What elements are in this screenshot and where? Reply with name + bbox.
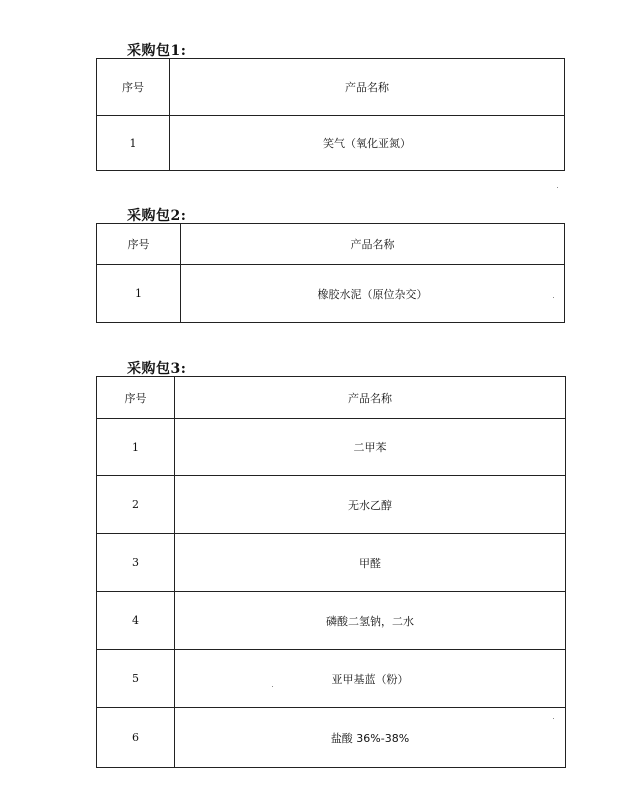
package-2-title: 采购包2: xyxy=(127,208,187,224)
row-product-name: 橡胶水泥（原位杂交） xyxy=(181,265,565,323)
row-index: 1 xyxy=(97,265,181,323)
scan-speck xyxy=(272,686,273,687)
table-header-row xyxy=(97,59,565,116)
header-product-name: 产品名称 xyxy=(175,377,566,419)
table-row xyxy=(97,708,566,768)
table-row xyxy=(97,534,566,592)
header-index: 序号 xyxy=(97,224,181,265)
scan-speck xyxy=(557,187,558,188)
table-row xyxy=(97,116,565,171)
row-index: 1 xyxy=(97,116,170,171)
scan-speck xyxy=(553,718,554,719)
scan-speck xyxy=(553,297,554,298)
table-header-row xyxy=(97,377,566,419)
row-index: 3 xyxy=(97,534,175,592)
header-product-name: 产品名称 xyxy=(181,224,565,265)
header-product-name: 产品名称 xyxy=(170,59,565,116)
row-product-name: 二甲苯 xyxy=(175,419,566,476)
table-row xyxy=(97,419,566,476)
row-index: 5 xyxy=(97,650,175,708)
row-product-name: 亚甲基蓝（粉） xyxy=(175,650,566,708)
package-1-table xyxy=(96,58,565,171)
row-index: 2 xyxy=(97,476,175,534)
row-product-name: 盐酸 36%-38% xyxy=(175,708,566,768)
table-row xyxy=(97,592,566,650)
table-header-row xyxy=(97,224,565,265)
header-index: 序号 xyxy=(97,377,175,419)
table-row xyxy=(97,265,565,323)
package-1-title: 采购包1: xyxy=(127,43,187,59)
row-index: 4 xyxy=(97,592,175,650)
row-product-name: 笑气（氧化亚氮） xyxy=(170,116,565,171)
header-index: 序号 xyxy=(97,59,170,116)
row-product-name: 甲醛 xyxy=(175,534,566,592)
row-index: 6 xyxy=(97,708,175,768)
package-3-title: 采购包3: xyxy=(127,361,187,377)
row-product-name: 磷酸二氢钠，二水 xyxy=(175,592,566,650)
package-3-table xyxy=(96,376,566,768)
table-row xyxy=(97,476,566,534)
package-2-table xyxy=(96,223,565,323)
row-index: 1 xyxy=(97,419,175,476)
table-row xyxy=(97,650,566,708)
row-product-name: 无水乙醇 xyxy=(175,476,566,534)
